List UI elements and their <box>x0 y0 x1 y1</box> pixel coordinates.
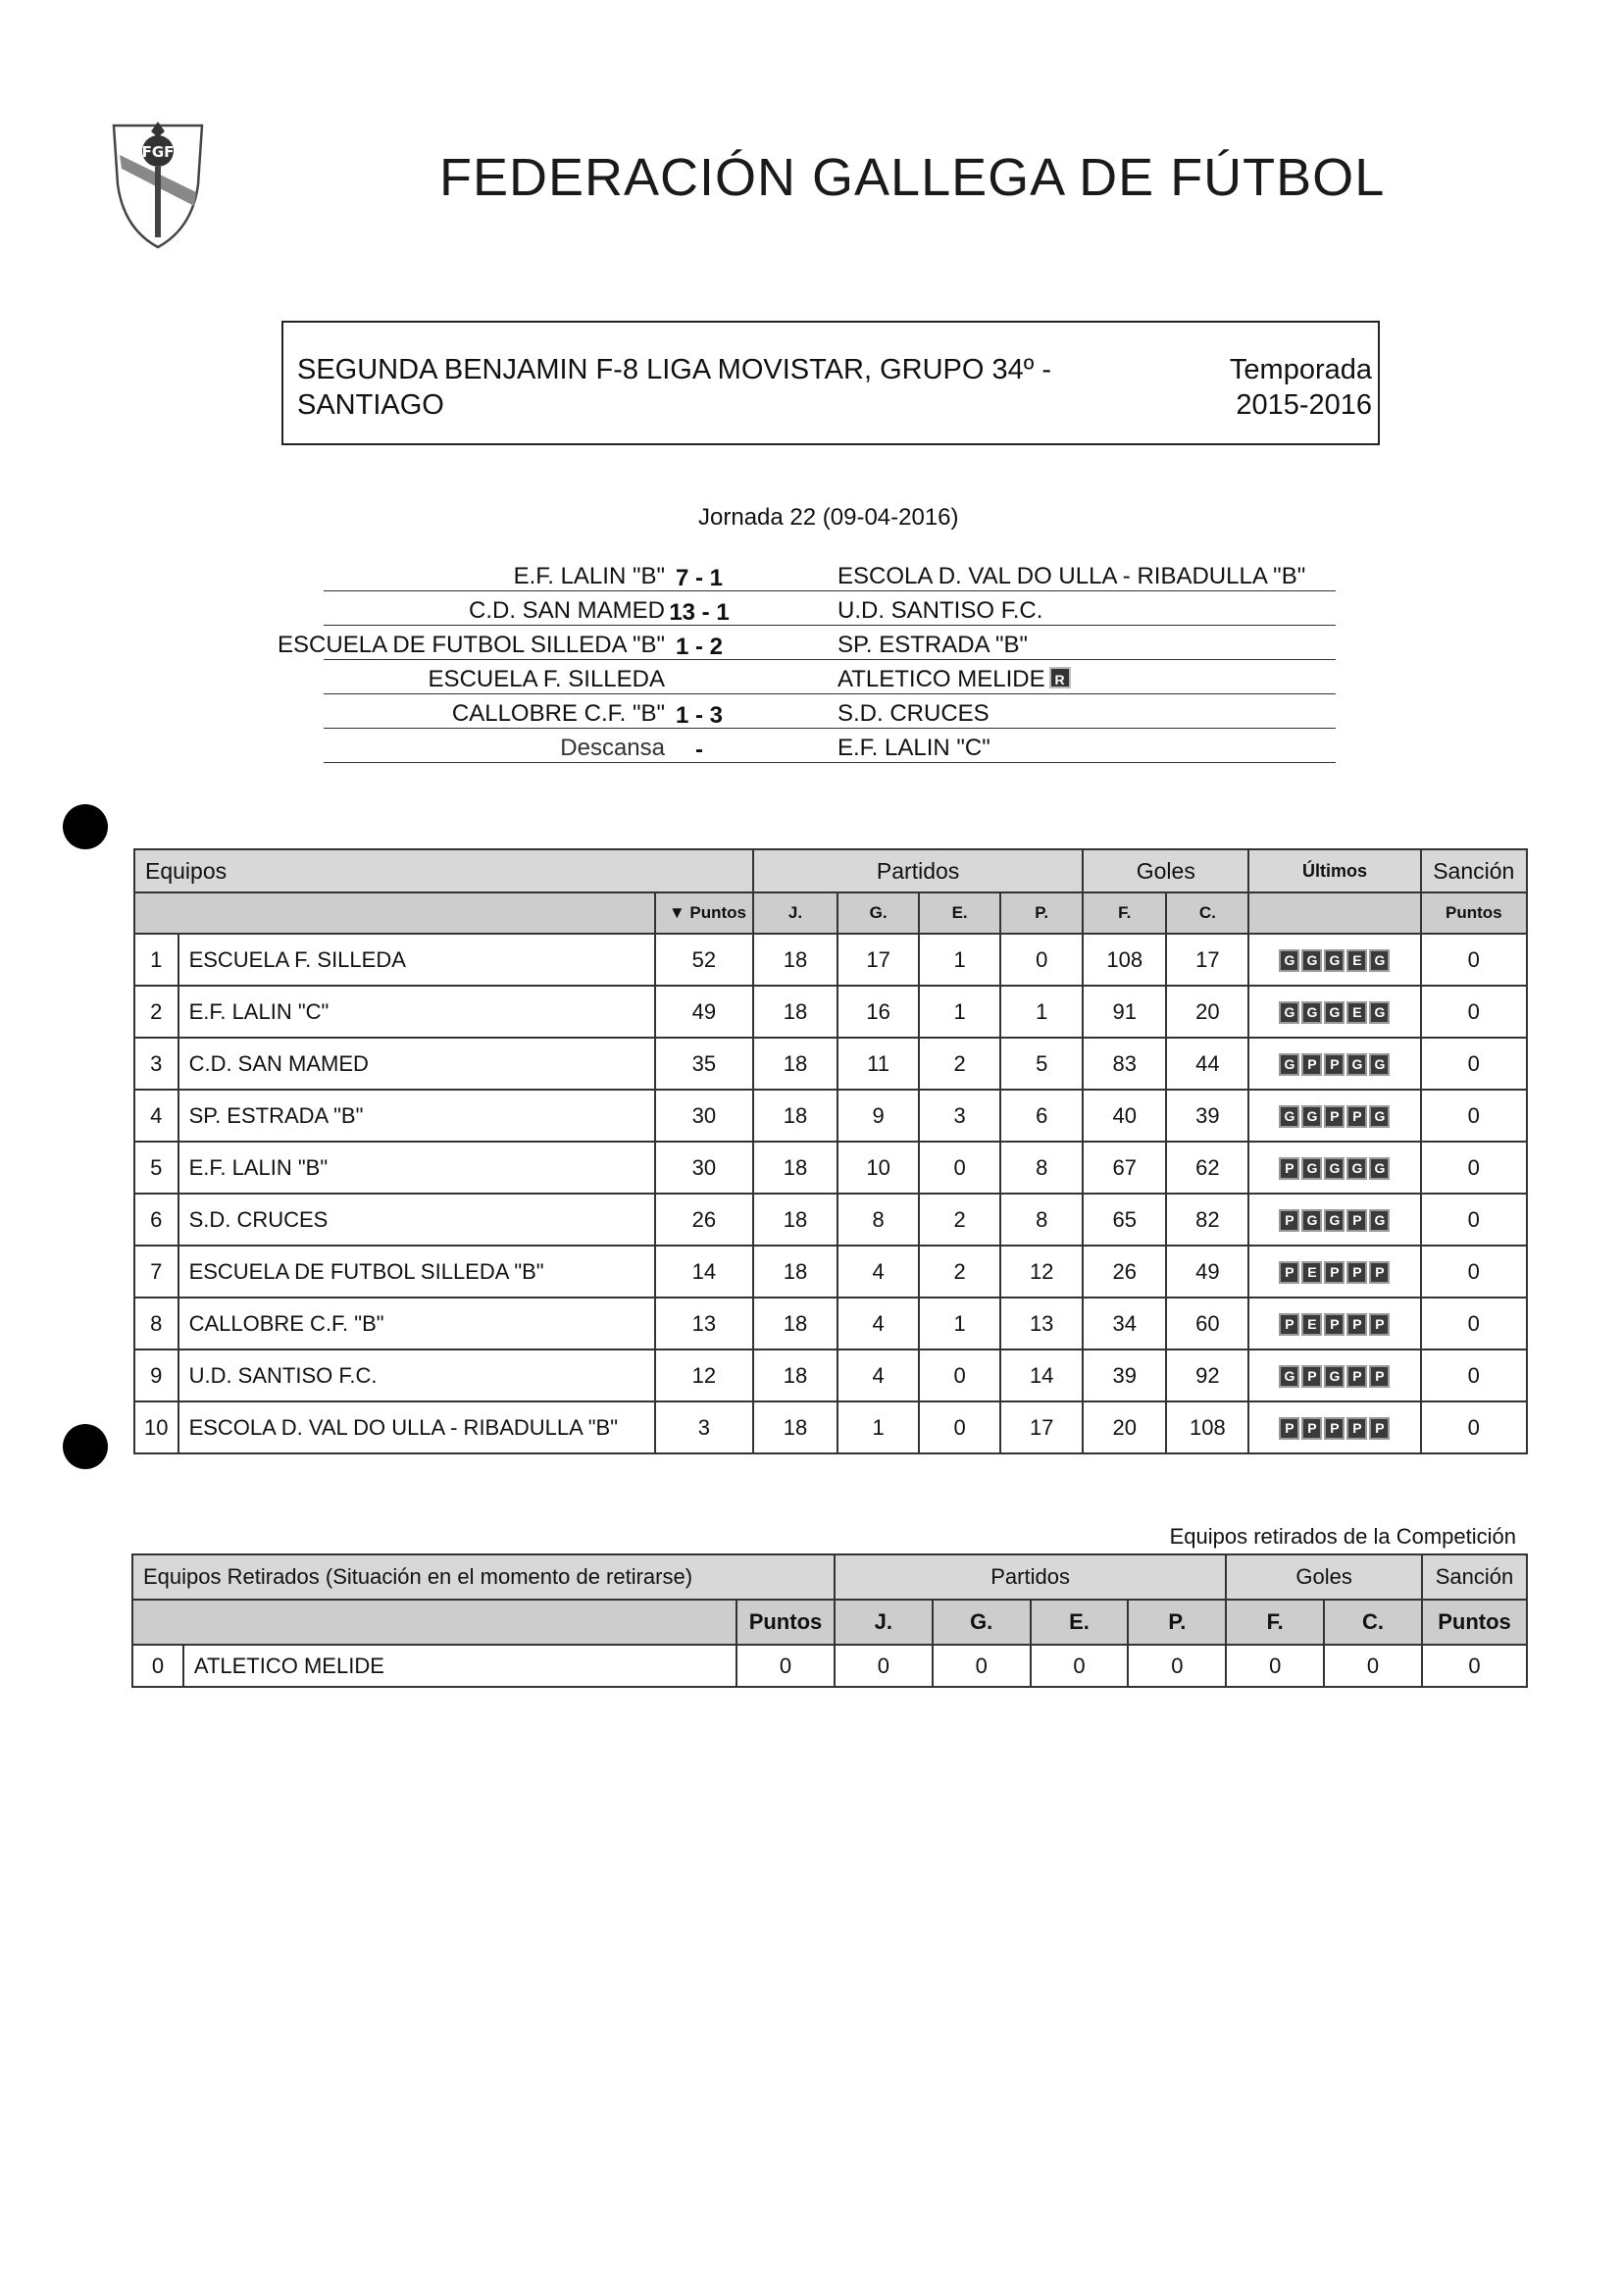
subheader-f: F. <box>1083 892 1166 934</box>
competition-box <box>281 321 1380 445</box>
retired-table <box>131 1553 1528 1688</box>
drawn-cell: 0 <box>919 1349 1000 1401</box>
sanction-cell: 0 <box>1421 1038 1527 1090</box>
form-badge: P <box>1369 1313 1390 1336</box>
points-cell: 30 <box>655 1142 753 1194</box>
form-badge: P <box>1369 1261 1390 1284</box>
goals-for-cell: 108 <box>1083 934 1166 986</box>
header-ultimos: Últimos <box>1248 849 1420 892</box>
standings-row <box>134 1038 1527 1090</box>
goals-for-cell: 26 <box>1083 1246 1166 1298</box>
last-results-cell <box>1248 1142 1420 1194</box>
goals-against-cell: 39 <box>1166 1090 1248 1142</box>
form-badge: P <box>1369 1365 1390 1388</box>
position-cell: 10 <box>134 1401 178 1453</box>
position-cell: 7 <box>134 1246 178 1298</box>
won-cell: 11 <box>837 1038 919 1090</box>
form-badge: G <box>1301 1105 1322 1128</box>
played-cell: 18 <box>753 1194 837 1246</box>
form-badge: G <box>1324 1001 1345 1024</box>
points-cell: 30 <box>655 1090 753 1142</box>
points-cell: 13 <box>655 1298 753 1349</box>
result-row <box>324 557 1336 591</box>
results-list <box>278 557 1336 763</box>
goals-against-cell: 20 <box>1166 986 1248 1038</box>
position-cell: 8 <box>134 1298 178 1349</box>
won-cell: 10 <box>837 1142 919 1194</box>
logo-text: FGF <box>141 143 175 161</box>
lost-cell: 6 <box>1000 1090 1083 1142</box>
result-score: 13 - 1 <box>669 599 730 626</box>
form-badge: P <box>1301 1365 1322 1388</box>
result-away-team <box>837 700 990 728</box>
form-badge: P <box>1369 1417 1390 1440</box>
result-away-team <box>837 735 990 762</box>
sanction-cell: 0 <box>1421 1142 1527 1194</box>
goals-against-cell: 17 <box>1166 934 1248 986</box>
season-block <box>1230 352 1372 423</box>
form-badge: P <box>1346 1209 1367 1232</box>
points-cell: 35 <box>655 1038 753 1090</box>
form-badge: G <box>1369 1001 1390 1024</box>
goals-for-cell: 91 <box>1083 986 1166 1038</box>
played-cell: 18 <box>753 1142 837 1194</box>
points-cell: 3 <box>655 1401 753 1453</box>
standings-row <box>134 1298 1527 1349</box>
header-equipos: Equipos <box>134 849 753 892</box>
played-cell: 18 <box>753 1038 837 1090</box>
team-name-cell[interactable]: C.D. SAN MAMED <box>178 1038 655 1090</box>
points-cell: 52 <box>655 934 753 986</box>
retired-badge-icon: R <box>1049 667 1071 688</box>
result-home-team: C.D. SAN MAMED <box>468 597 665 624</box>
retired-subheader-g: G. <box>933 1600 1031 1645</box>
result-home-team: ESCUELA F. SILLEDA <box>428 666 665 692</box>
retired-drawn-cell: 0 <box>1031 1645 1129 1687</box>
form-badge: E <box>1346 1001 1367 1024</box>
form-badge: P <box>1279 1209 1299 1232</box>
lost-cell: 8 <box>1000 1142 1083 1194</box>
result-away-team <box>837 666 1071 693</box>
won-cell: 4 <box>837 1246 919 1298</box>
position-cell: 1 <box>134 934 178 986</box>
standings-row <box>134 934 1527 986</box>
retired-note: Equipos retirados de la Competición <box>1169 1524 1516 1549</box>
played-cell: 18 <box>753 1401 837 1453</box>
won-cell: 9 <box>837 1090 919 1142</box>
goals-against-cell: 82 <box>1166 1194 1248 1246</box>
standings-subheader-row <box>134 892 1527 934</box>
result-row <box>324 694 1336 729</box>
season-label: Temporada <box>1229 354 1372 385</box>
goals-for-cell: 83 <box>1083 1038 1166 1090</box>
form-badge: E <box>1301 1313 1322 1336</box>
sanction-cell: 0 <box>1421 1401 1527 1453</box>
won-cell: 16 <box>837 986 919 1038</box>
retired-header-title: Equipos Retirados (Situación en el momento de retirarse) <box>132 1554 835 1600</box>
retired-subheader-e: E. <box>1031 1600 1129 1645</box>
federation-title: FEDERACIÓN GALLEGA DE FÚTBOL <box>439 148 1386 207</box>
retired-row <box>132 1645 1527 1687</box>
result-away-name: S.D. CRUCES <box>837 700 990 727</box>
retired-team-cell: ATLETICO MELIDE <box>183 1645 736 1687</box>
last-results-cell <box>1248 1298 1420 1349</box>
goals-against-cell: 44 <box>1166 1038 1248 1090</box>
retired-lost-cell: 0 <box>1128 1645 1226 1687</box>
standings-row <box>134 1090 1527 1142</box>
goals-for-cell: 65 <box>1083 1194 1166 1246</box>
goals-against-cell: 49 <box>1166 1246 1248 1298</box>
result-home-team: E.F. LALIN "B" <box>513 563 665 589</box>
played-cell: 18 <box>753 986 837 1038</box>
form-badge: E <box>1301 1261 1322 1284</box>
played-cell: 18 <box>753 934 837 986</box>
form-badge: G <box>1369 1209 1390 1232</box>
punch-hole <box>63 1424 108 1469</box>
fgf-crest-logo <box>106 116 210 251</box>
header-goles: Goles <box>1083 849 1248 892</box>
points-cell: 14 <box>655 1246 753 1298</box>
result-score: 1 - 3 <box>675 702 724 729</box>
position-cell: 9 <box>134 1349 178 1401</box>
won-cell: 1 <box>837 1401 919 1453</box>
goals-for-cell: 40 <box>1083 1090 1166 1142</box>
won-cell: 4 <box>837 1298 919 1349</box>
lost-cell: 13 <box>1000 1298 1083 1349</box>
form-badge: P <box>1324 1105 1345 1128</box>
result-home-team: CALLOBRE C.F. "B" <box>451 700 665 727</box>
sanction-cell: 0 <box>1421 1090 1527 1142</box>
result-home-team: ESCUELA DE FUTBOL SILLEDA "B" <box>278 632 665 658</box>
last-results-cell <box>1248 1246 1420 1298</box>
points-cell: 26 <box>655 1194 753 1246</box>
sanction-cell: 0 <box>1421 1194 1527 1246</box>
form-badge: G <box>1369 1157 1390 1180</box>
sanction-cell: 0 <box>1421 1349 1527 1401</box>
sanction-cell: 0 <box>1421 1246 1527 1298</box>
jornada-title: Jornada 22 (09-04-2016) <box>698 504 959 531</box>
retired-subheader-puntos2: Puntos <box>1422 1600 1527 1645</box>
form-badge: G <box>1324 1365 1345 1388</box>
result-away-name: U.D. SANTISO F.C. <box>837 597 1043 624</box>
form-badge: P <box>1301 1417 1322 1440</box>
goals-against-cell: 62 <box>1166 1142 1248 1194</box>
form-badge: G <box>1369 1105 1390 1128</box>
form-badge: P <box>1279 1313 1299 1336</box>
form-badge: G <box>1301 1001 1322 1024</box>
form-badge: G <box>1279 1001 1299 1024</box>
form-badge: G <box>1369 1053 1390 1076</box>
retired-subheader-puntos: Puntos <box>736 1600 835 1645</box>
form-badge: P <box>1279 1417 1299 1440</box>
subheader-g: G. <box>837 892 919 934</box>
team-name-cell[interactable]: ESCUELA DE FUTBOL SILLEDA "B" <box>178 1246 655 1298</box>
team-name-cell[interactable]: CALLOBRE C.F. "B" <box>178 1298 655 1349</box>
form-badge: P <box>1279 1261 1299 1284</box>
retired-subheader-blank <box>132 1600 736 1645</box>
standings-row <box>134 986 1527 1038</box>
drawn-cell: 0 <box>919 1142 1000 1194</box>
form-badge: G <box>1279 949 1299 972</box>
retired-won-cell: 0 <box>933 1645 1031 1687</box>
drawn-cell: 2 <box>919 1246 1000 1298</box>
form-badge: P <box>1346 1365 1367 1388</box>
form-badge: G <box>1324 1157 1345 1180</box>
subheader-puntos: Puntos <box>1421 892 1527 934</box>
result-row <box>324 660 1336 694</box>
sanction-cell: 0 <box>1421 934 1527 986</box>
result-away-team <box>837 563 1305 590</box>
lost-cell: 17 <box>1000 1401 1083 1453</box>
won-cell: 8 <box>837 1194 919 1246</box>
lost-cell: 12 <box>1000 1246 1083 1298</box>
subheader-p: P. <box>1000 892 1083 934</box>
team-name-cell[interactable]: U.D. SANTISO F.C. <box>178 1349 655 1401</box>
retired-subheader-row <box>132 1600 1527 1645</box>
form-badge: E <box>1346 949 1367 972</box>
last-results-cell <box>1248 1401 1420 1453</box>
form-badge: G <box>1279 1365 1299 1388</box>
position-cell: 2 <box>134 986 178 1038</box>
result-row <box>324 591 1336 626</box>
last-results-cell <box>1248 1349 1420 1401</box>
subheader-form-blank <box>1248 892 1420 934</box>
result-away-name: SP. ESTRADA "B" <box>837 632 1029 658</box>
goals-against-cell: 60 <box>1166 1298 1248 1349</box>
form-badge: P <box>1324 1053 1345 1076</box>
team-name-cell[interactable]: S.D. CRUCES <box>178 1194 655 1246</box>
sort-puntos-header[interactable]: ▼ Puntos <box>655 892 753 934</box>
subheader-c: C. <box>1166 892 1248 934</box>
team-name-cell[interactable]: ESCOLA D. VAL DO ULLA - RIBADULLA "B" <box>178 1401 655 1453</box>
form-badge: P <box>1346 1417 1367 1440</box>
last-results-cell <box>1248 1194 1420 1246</box>
standings-table <box>133 848 1528 1454</box>
standings-row <box>134 1142 1527 1194</box>
position-cell: 3 <box>134 1038 178 1090</box>
won-cell: 4 <box>837 1349 919 1401</box>
retired-position-cell: 0 <box>132 1645 183 1687</box>
result-score: - <box>695 737 703 763</box>
goals-against-cell: 92 <box>1166 1349 1248 1401</box>
competition-name: SEGUNDA BENJAMIN F-8 LIGA MOVISTAR, GRUPO 34º - SANTIAGO <box>297 354 1052 421</box>
form-badge: P <box>1346 1105 1367 1128</box>
drawn-cell: 2 <box>919 1194 1000 1246</box>
form-badge: G <box>1279 1105 1299 1128</box>
lost-cell: 1 <box>1000 986 1083 1038</box>
last-results-cell <box>1248 1038 1420 1090</box>
position-cell: 5 <box>134 1142 178 1194</box>
retired-played-cell: 0 <box>835 1645 933 1687</box>
retired-header-partidos: Partidos <box>835 1554 1226 1600</box>
retired-subheader-j: J. <box>835 1600 933 1645</box>
retired-subheader-p: P. <box>1128 1600 1226 1645</box>
retired-goals-against-cell: 0 <box>1324 1645 1422 1687</box>
drawn-cell: 2 <box>919 1038 1000 1090</box>
result-away-team <box>837 632 1028 659</box>
result-away-team <box>837 597 1042 625</box>
subheader-e: E. <box>919 892 1000 934</box>
goals-for-cell: 39 <box>1083 1349 1166 1401</box>
drawn-cell: 0 <box>919 1401 1000 1453</box>
form-badge: G <box>1346 1157 1367 1180</box>
goals-for-cell: 20 <box>1083 1401 1166 1453</box>
subheader-blank <box>134 892 655 934</box>
retired-header-sancion: Sanción <box>1422 1554 1527 1600</box>
played-cell: 18 <box>753 1246 837 1298</box>
drawn-cell: 3 <box>919 1090 1000 1142</box>
won-cell: 17 <box>837 934 919 986</box>
result-home-team: Descansa <box>560 735 665 761</box>
form-badge: G <box>1301 949 1322 972</box>
result-row <box>324 729 1336 763</box>
retired-points-cell: 0 <box>736 1645 835 1687</box>
form-badge: G <box>1279 1053 1299 1076</box>
season-value: 2015-2016 <box>1236 389 1372 421</box>
standings-row <box>134 1349 1527 1401</box>
standings-header-row <box>134 849 1527 892</box>
drawn-cell: 1 <box>919 934 1000 986</box>
position-cell: 6 <box>134 1194 178 1246</box>
result-row <box>278 626 1336 660</box>
form-badge: P <box>1324 1417 1345 1440</box>
retired-header-goles: Goles <box>1226 1554 1422 1600</box>
form-badge: G <box>1301 1209 1322 1232</box>
goals-for-cell: 67 <box>1083 1142 1166 1194</box>
team-name-cell[interactable]: ESCUELA F. SILLEDA <box>178 934 655 986</box>
form-badge: P <box>1324 1313 1345 1336</box>
retired-header-row <box>132 1554 1527 1600</box>
lost-cell: 5 <box>1000 1038 1083 1090</box>
form-badge: P <box>1346 1261 1367 1284</box>
lost-cell: 14 <box>1000 1349 1083 1401</box>
form-badge: G <box>1324 1209 1345 1232</box>
sanction-cell: 0 <box>1421 986 1527 1038</box>
form-badge: P <box>1279 1157 1299 1180</box>
lost-cell: 8 <box>1000 1194 1083 1246</box>
result-away-name: E.F. LALIN "C" <box>837 735 990 761</box>
standings-row <box>134 1401 1527 1453</box>
played-cell: 18 <box>753 1298 837 1349</box>
last-results-cell <box>1248 934 1420 986</box>
retired-sanction-cell: 0 <box>1422 1645 1527 1687</box>
retired-subheader-c: C. <box>1324 1600 1422 1645</box>
points-cell: 49 <box>655 986 753 1038</box>
played-cell: 18 <box>753 1090 837 1142</box>
form-badge: G <box>1324 949 1345 972</box>
form-badge: P <box>1346 1313 1367 1336</box>
goals-for-cell: 34 <box>1083 1298 1166 1349</box>
result-away-name: ESCOLA D. VAL DO ULLA - RIBADULLA "B" <box>837 563 1306 589</box>
retired-subheader-f: F. <box>1226 1600 1324 1645</box>
goals-against-cell: 108 <box>1166 1401 1248 1453</box>
form-badge: P <box>1301 1053 1322 1076</box>
lost-cell: 0 <box>1000 934 1083 986</box>
played-cell: 18 <box>753 1349 837 1401</box>
header-sancion: Sanción <box>1421 849 1527 892</box>
drawn-cell: 1 <box>919 986 1000 1038</box>
result-away-name: ATLETICO MELIDE <box>837 666 1045 692</box>
punch-hole <box>63 804 108 849</box>
result-score: 1 - 2 <box>675 634 724 660</box>
last-results-cell <box>1248 986 1420 1038</box>
form-badge: P <box>1324 1261 1345 1284</box>
header-partidos: Partidos <box>753 849 1083 892</box>
standings-row <box>134 1194 1527 1246</box>
team-name-cell[interactable]: SP. ESTRADA "B" <box>178 1090 655 1142</box>
points-cell: 12 <box>655 1349 753 1401</box>
form-badge: G <box>1346 1053 1367 1076</box>
position-cell: 4 <box>134 1090 178 1142</box>
team-name-cell[interactable]: E.F. LALIN "B" <box>178 1142 655 1194</box>
form-badge: G <box>1301 1157 1322 1180</box>
retired-goals-for-cell: 0 <box>1226 1645 1324 1687</box>
standings-row <box>134 1246 1527 1298</box>
form-badge: G <box>1369 949 1390 972</box>
drawn-cell: 1 <box>919 1298 1000 1349</box>
subheader-j: J. <box>753 892 837 934</box>
last-results-cell <box>1248 1090 1420 1142</box>
sanction-cell: 0 <box>1421 1298 1527 1349</box>
team-name-cell[interactable]: E.F. LALIN "C" <box>178 986 655 1038</box>
result-score: 7 - 1 <box>675 565 724 591</box>
